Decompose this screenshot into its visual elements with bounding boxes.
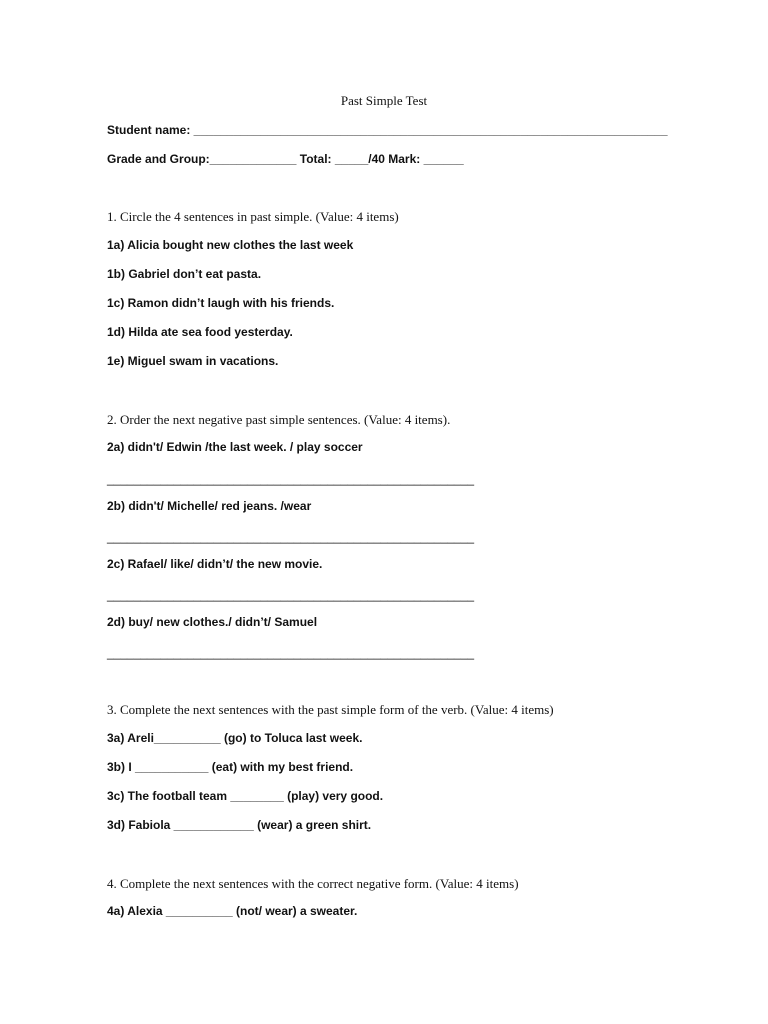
answer-line-2d: _______________________________________________________ — [107, 646, 475, 660]
item-2c: 2c) Rafael/ like/ didn’t/ the new movie. — [107, 557, 323, 571]
item-1e: 1e) Miguel swam in vacations. — [107, 354, 279, 368]
answer-line-2a: _______________________________________________________ — [107, 472, 475, 486]
student-name-line: Student name: _______________________________________________________________________ — [107, 123, 668, 137]
item-1b: 1b) Gabriel don’t eat pasta. — [107, 267, 262, 281]
item-2a: 2a) didn't/ Edwin /the last week. / play soccer — [107, 440, 363, 454]
answer-line-2b: _______________________________________________________ — [107, 530, 475, 544]
item-3a: 3a) Areli__________ (go) to Toluca last week. — [107, 731, 363, 745]
item-4a: 4a) Alexia __________ (not/ wear) a sweater. — [107, 904, 358, 918]
section-3-heading: 3. Complete the next sentences with the past simple form of the verb. (Value: 4 items) — [107, 702, 554, 717]
answer-line-2c: _______________________________________________________ — [107, 588, 475, 602]
item-2b: 2b) didn't/ Michelle/ red jeans. /wear — [107, 499, 312, 513]
item-1c: 1c) Ramon didn’t laugh with his friends. — [107, 296, 335, 310]
grade-group-line: Grade and Group:_____________ Total: _____/40 Mark: ______ — [107, 152, 464, 166]
item-1a: 1a) Alicia bought new clothes the last week — [107, 238, 354, 252]
section-4-heading: 4. Complete the next sentences with the correct negative form. (Value: 4 items) — [107, 876, 519, 891]
item-3d: 3d) Fabiola ____________ (wear) a green shirt. — [107, 818, 372, 832]
section-1-heading: 1. Circle the 4 sentences in past simple. (Value: 4 items) — [107, 209, 399, 224]
item-2d: 2d) buy/ new clothes./ didn’t/ Samuel — [107, 615, 318, 629]
section-2-heading: 2. Order the next negative past simple sentences. (Value: 4 items). — [107, 412, 451, 427]
item-1d: 1d) Hilda ate sea food yesterday. — [107, 325, 293, 339]
item-3c: 3c) The football team ________ (play) very good. — [107, 789, 384, 803]
item-3b: 3b) I ___________ (eat) with my best friend. — [107, 760, 354, 774]
page-title: Past Simple Test — [340, 93, 428, 108]
